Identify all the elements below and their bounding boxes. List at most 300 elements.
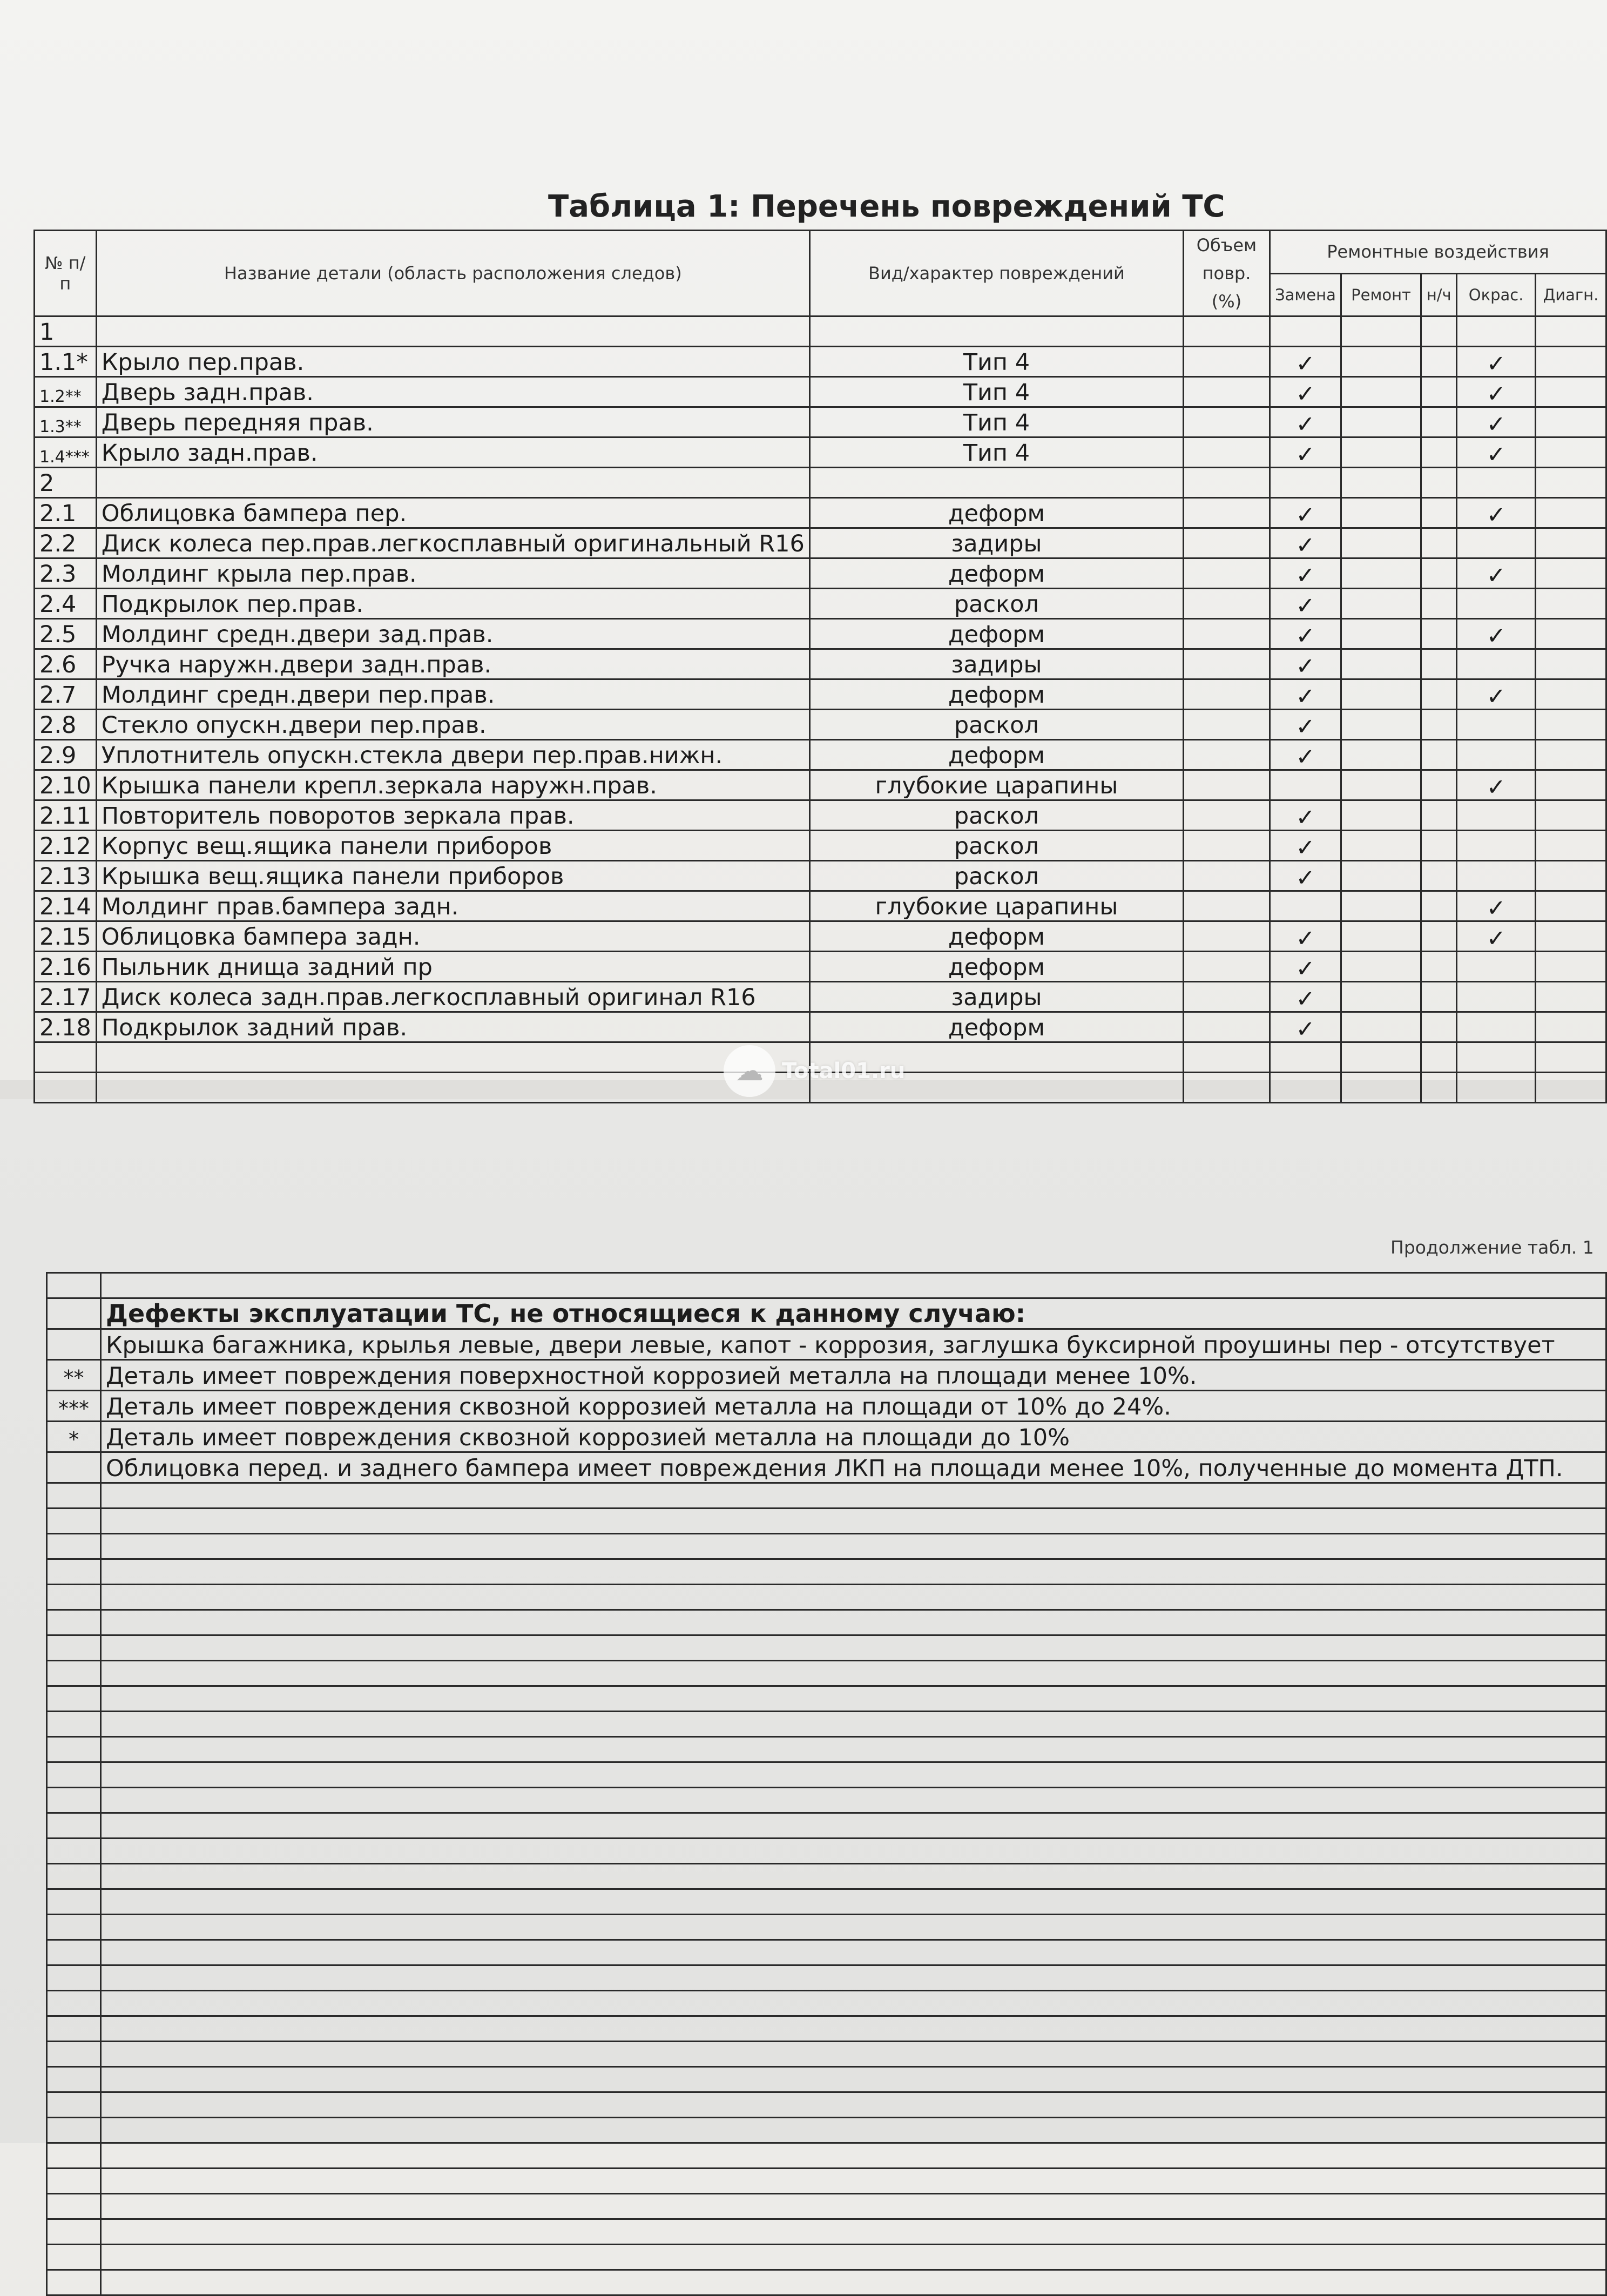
row-hours (1421, 468, 1457, 498)
row-paint-check-icon: ✓ (1457, 498, 1536, 528)
row-repair (1341, 982, 1421, 1012)
row-part: Диск колеса задн.прав.легкосплавный оригинал R16 (96, 982, 809, 1012)
blank-line (47, 1788, 1606, 1813)
row-replace-check-icon: ✓ (1270, 921, 1341, 952)
blank-line (47, 1661, 1606, 1686)
note-text: Деталь имеет повреждения сквозной коррозией металла на площади до 10% (100, 1422, 1606, 1452)
notes-blank-cell (47, 1661, 101, 1686)
row-hours (1421, 589, 1457, 619)
notes-blank-cell (47, 1273, 101, 1298)
row-repair (1341, 437, 1421, 468)
row-repair (1341, 891, 1421, 921)
row-paint-check-icon: ✓ (1457, 347, 1536, 377)
blank-line (47, 2219, 1606, 2245)
notes-blank-cell (47, 1534, 101, 1559)
row-num: 1.4*** (35, 437, 97, 468)
blank-line (47, 1762, 1606, 1788)
row-damage: глубокие царапины (809, 891, 1183, 921)
notes-blank-cell (100, 1712, 1606, 1737)
row-diag (1535, 589, 1606, 619)
row-diag (1535, 347, 1606, 377)
note-text: Деталь имеет повреждения сквозной коррозией металла на площади от 10% до 24%. (100, 1391, 1606, 1422)
row-hours (1421, 498, 1457, 528)
notes-blank-cell (47, 1788, 101, 1813)
row-damage: раскол (809, 589, 1183, 619)
empty-cell (96, 1073, 809, 1103)
row-part: Повторитель поворотов зеркала прав. (96, 800, 809, 831)
note-text: Крышка багажника, крылья левые, двери левые, капот - коррозия, заглушка буксирной проушины пер - отсутствует (100, 1329, 1606, 1360)
note-row (47, 1391, 1606, 1422)
row-diag (1535, 982, 1606, 1012)
table-row (35, 770, 1606, 800)
row-diag (1535, 437, 1606, 468)
row-hours (1421, 347, 1457, 377)
table-row (35, 407, 1606, 437)
note-text: Деталь имеет повреждения поверхностной коррозией металла на площади менее 10%. (100, 1360, 1606, 1391)
row-damage: деформ (809, 498, 1183, 528)
table-row (35, 891, 1606, 921)
row-part: Крыло задн.прав. (96, 437, 809, 468)
table-row (35, 861, 1606, 891)
row-num: 2.4 (35, 589, 97, 619)
row-part: Пыльник днища задний пр (96, 952, 809, 982)
notes-blank-cell (47, 1813, 101, 1839)
row-repair (1341, 1012, 1421, 1042)
blank-line (47, 1991, 1606, 2016)
row-part: Дверь передняя прав. (96, 407, 809, 437)
notes-blank-cell (47, 1940, 101, 1965)
notes-blank-cell (100, 1585, 1606, 1610)
notes-blank-cell (47, 1686, 101, 1712)
row-num: 2.17 (35, 982, 97, 1012)
row-part: Уплотнитель опускн.стекла двери пер.прав.нижн. (96, 740, 809, 770)
row-volume (1183, 982, 1270, 1012)
row-damage: деформ (809, 952, 1183, 982)
row-repair (1341, 740, 1421, 770)
row-part: Стекло опускн.двери пер.прав. (96, 710, 809, 740)
notes-blank-cell (100, 1559, 1606, 1585)
row-paint (1457, 831, 1536, 861)
row-volume (1183, 710, 1270, 740)
row-volume (1183, 649, 1270, 679)
notes-blank-cell (47, 1610, 101, 1635)
row-volume (1183, 407, 1270, 437)
blank-line (47, 1965, 1606, 1991)
notes-blank-cell (100, 1788, 1606, 1813)
note-text: Дефекты эксплуатации ТС, не относящиеся к данному случаю: (100, 1298, 1606, 1329)
blank-line (47, 1509, 1606, 1534)
row-paint (1457, 317, 1536, 347)
row-damage: деформ (809, 619, 1183, 649)
row-volume (1183, 619, 1270, 649)
row-paint (1457, 649, 1536, 679)
row-paint (1457, 468, 1536, 498)
notes-blank-cell (100, 1915, 1606, 1940)
row-part: Молдинг крыла пер.прав. (96, 558, 809, 589)
row-replace-check-icon: ✓ (1270, 619, 1341, 649)
row-num: 2.14 (35, 891, 97, 921)
empty-cell (1421, 1042, 1457, 1073)
row-part: Крышка панели крепл.зеркала наружн.прав. (96, 770, 809, 800)
notes-blank-cell (100, 2270, 1606, 2295)
note-mark: *** (47, 1391, 101, 1422)
row-num: 1.2** (35, 377, 97, 407)
row-repair (1341, 377, 1421, 407)
row-damage: Тип 4 (809, 347, 1183, 377)
row-replace-check-icon: ✓ (1270, 437, 1341, 468)
table-row (35, 679, 1606, 710)
table-row (35, 498, 1606, 528)
row-diag (1535, 1012, 1606, 1042)
row-damage: задиры (809, 528, 1183, 558)
notes-blank-cell (100, 2143, 1606, 2169)
row-replace-check-icon: ✓ (1270, 952, 1341, 982)
empty-cell (1270, 1073, 1341, 1103)
blank-line (47, 1610, 1606, 1635)
row-replace-check-icon: ✓ (1270, 710, 1341, 740)
damage-table (33, 230, 1607, 1103)
row-paint-check-icon: ✓ (1457, 437, 1536, 468)
notes-blank-cell (100, 1762, 1606, 1788)
empty-cell (1535, 1073, 1606, 1103)
blank-line (47, 2092, 1606, 2118)
table-row (35, 468, 1606, 498)
row-volume (1183, 679, 1270, 710)
row-replace (1270, 468, 1341, 498)
row-volume (1183, 831, 1270, 861)
row-paint (1457, 528, 1536, 558)
blank-line (47, 1864, 1606, 1889)
row-part: Облицовка бампера пер. (96, 498, 809, 528)
row-repair (1341, 952, 1421, 982)
row-part: Подкрылок задний прав. (96, 1012, 809, 1042)
header-hours: н/ч (1421, 273, 1457, 317)
row-diag (1535, 468, 1606, 498)
table-row (35, 982, 1606, 1012)
notes-blank-cell (47, 2118, 101, 2143)
row-volume (1183, 347, 1270, 377)
notes-blank-cell (47, 1712, 101, 1737)
table-row (35, 528, 1606, 558)
row-diag (1535, 679, 1606, 710)
row-diag (1535, 770, 1606, 800)
row-paint (1457, 710, 1536, 740)
blank-line (47, 1940, 1606, 1965)
row-volume (1183, 317, 1270, 347)
notes-blank-cell (47, 1839, 101, 1864)
notes-blank-cell (100, 1889, 1606, 1915)
row-hours (1421, 528, 1457, 558)
row-part: Крыло пер.прав. (96, 347, 809, 377)
notes-blank-cell (100, 1509, 1606, 1534)
note-mark: * (47, 1422, 101, 1452)
row-volume (1183, 1012, 1270, 1042)
row-hours (1421, 619, 1457, 649)
row-hours (1421, 952, 1457, 982)
row-volume (1183, 589, 1270, 619)
row-part (96, 317, 809, 347)
notes-blank-cell (100, 1991, 1606, 2016)
row-volume (1183, 528, 1270, 558)
notes-blank-cell (47, 1889, 101, 1915)
row-num: 2.16 (35, 952, 97, 982)
row-part: Ручка наружн.двери задн.прав. (96, 649, 809, 679)
table-row (35, 1012, 1606, 1042)
notes-blank-cell (100, 1864, 1606, 1889)
row-repair (1341, 317, 1421, 347)
notes-blank-cell (100, 1534, 1606, 1559)
row-replace-check-icon: ✓ (1270, 498, 1341, 528)
empty-cell (1457, 1073, 1536, 1103)
notes-blank-cell (47, 1915, 101, 1940)
table-row (35, 558, 1606, 589)
row-diag (1535, 710, 1606, 740)
row-damage (809, 317, 1183, 347)
row-paint-check-icon: ✓ (1457, 407, 1536, 437)
notes-blank-cell (47, 1864, 101, 1889)
blank-line (47, 2118, 1606, 2143)
row-hours (1421, 710, 1457, 740)
row-paint-check-icon: ✓ (1457, 619, 1536, 649)
notes-blank-cell (47, 1635, 101, 1661)
blank-line (47, 1915, 1606, 1940)
header-num: № п/п (35, 231, 97, 317)
row-volume (1183, 498, 1270, 528)
blank-line (47, 2042, 1606, 2067)
notes-blank-cell (47, 1737, 101, 1762)
empty-cell (1270, 1042, 1341, 1073)
row-diag (1535, 649, 1606, 679)
notes-blank-cell (100, 1686, 1606, 1712)
row-num: 2.6 (35, 649, 97, 679)
notes-blank-cell (47, 1509, 101, 1534)
row-damage: деформ (809, 558, 1183, 589)
notes-blank-cell (47, 1483, 101, 1509)
blank-line (47, 2270, 1606, 2295)
row-diag (1535, 528, 1606, 558)
row-paint (1457, 861, 1536, 891)
row-volume (1183, 377, 1270, 407)
notes-blank-cell (100, 1737, 1606, 1762)
row-num: 1 (35, 317, 97, 347)
notes-blank-cell (100, 1273, 1606, 1298)
notes-blank-cell (100, 2067, 1606, 2092)
row-hours (1421, 831, 1457, 861)
notes-blank-cell (100, 2092, 1606, 2118)
row-diag (1535, 891, 1606, 921)
row-volume (1183, 437, 1270, 468)
row-replace-check-icon: ✓ (1270, 800, 1341, 831)
row-repair (1341, 831, 1421, 861)
row-repair (1341, 498, 1421, 528)
row-part: Подкрылок пер.прав. (96, 589, 809, 619)
row-repair (1341, 921, 1421, 952)
row-replace-check-icon: ✓ (1270, 558, 1341, 589)
row-part (96, 468, 809, 498)
row-replace-check-icon: ✓ (1270, 831, 1341, 861)
empty-cell (1535, 1042, 1606, 1073)
note-mark: ** (47, 1360, 101, 1391)
row-paint-check-icon: ✓ (1457, 679, 1536, 710)
row-paint-check-icon: ✓ (1457, 891, 1536, 921)
row-damage: глубокие царапины (809, 770, 1183, 800)
header-repair-group: Ремонтные воздействия (1270, 231, 1606, 274)
watermark (724, 1045, 905, 1097)
row-num: 2.10 (35, 770, 97, 800)
row-replace-check-icon: ✓ (1270, 679, 1341, 710)
row-paint-check-icon: ✓ (1457, 770, 1536, 800)
row-diag (1535, 558, 1606, 589)
row-hours (1421, 770, 1457, 800)
notes-blank-cell (100, 1813, 1606, 1839)
row-damage: Тип 4 (809, 437, 1183, 468)
blank-line (47, 1712, 1606, 1737)
row-part: Молдинг средн.двери зад.прав. (96, 619, 809, 649)
row-damage: раскол (809, 831, 1183, 861)
row-num: 2.7 (35, 679, 97, 710)
row-damage: раскол (809, 861, 1183, 891)
blank-line (47, 1737, 1606, 1762)
watermark-text: Total01.ru (782, 1059, 906, 1083)
notes-blank-cell (47, 2016, 101, 2042)
notes-blank-cell (100, 2042, 1606, 2067)
table-row (35, 437, 1606, 468)
notes-blank-cell (100, 2194, 1606, 2219)
row-volume (1183, 861, 1270, 891)
blank-line (47, 1889, 1606, 1915)
notes-blank-cell (100, 1661, 1606, 1686)
row-damage (809, 468, 1183, 498)
empty-cell (96, 1042, 809, 1073)
row-replace (1270, 891, 1341, 921)
row-diag (1535, 619, 1606, 649)
notes-blank-cell (47, 1762, 101, 1788)
row-volume (1183, 468, 1270, 498)
notes-blank-cell (47, 2219, 101, 2245)
table-row (35, 921, 1606, 952)
row-repair (1341, 770, 1421, 800)
blank-line (47, 1483, 1606, 1509)
blank-line (47, 2245, 1606, 2270)
row-hours (1421, 921, 1457, 952)
row-paint (1457, 589, 1536, 619)
row-replace-check-icon: ✓ (1270, 649, 1341, 679)
table-row (35, 317, 1606, 347)
notes-blank-cell (47, 2092, 101, 2118)
notes-table (46, 1272, 1607, 2296)
table-row (35, 619, 1606, 649)
row-part: Дверь задн.прав. (96, 377, 809, 407)
row-repair (1341, 649, 1421, 679)
row-diag (1535, 831, 1606, 861)
blank-line (47, 2016, 1606, 2042)
blank-line (47, 2169, 1606, 2194)
car-icon: ☁ (724, 1045, 775, 1097)
row-hours (1421, 377, 1457, 407)
blank-line (47, 1534, 1606, 1559)
row-num: 2.5 (35, 619, 97, 649)
notes-blank-cell (47, 1559, 101, 1585)
notes-blank-cell (100, 1940, 1606, 1965)
notes-blank-cell (100, 2016, 1606, 2042)
row-repair (1341, 710, 1421, 740)
notes-blank-cell (100, 1483, 1606, 1509)
row-part: Диск колеса пер.прав.легкосплавный оригинальный R16 (96, 528, 809, 558)
row-diag (1535, 800, 1606, 831)
row-diag (1535, 498, 1606, 528)
note-row (47, 1329, 1606, 1360)
row-volume (1183, 800, 1270, 831)
row-num: 2.9 (35, 740, 97, 770)
row-num: 2.18 (35, 1012, 97, 1042)
header-paint: Окрас. (1457, 273, 1536, 317)
row-num: 1.3** (35, 407, 97, 437)
notes-blank-cell (47, 1585, 101, 1610)
row-damage: деформ (809, 921, 1183, 952)
row-num: 2.3 (35, 558, 97, 589)
notes-blank-cell (47, 2143, 101, 2169)
row-repair (1341, 800, 1421, 831)
header-diag: Диагн. (1535, 273, 1606, 317)
table-row (35, 740, 1606, 770)
header-replace: Замена (1270, 273, 1341, 317)
empty-cell (1341, 1042, 1421, 1073)
notes-blank-cell (47, 1991, 101, 2016)
row-damage: задиры (809, 649, 1183, 679)
row-hours (1421, 740, 1457, 770)
row-paint (1457, 952, 1536, 982)
empty-cell (1341, 1073, 1421, 1103)
row-diag (1535, 740, 1606, 770)
row-part: Облицовка бампера задн. (96, 921, 809, 952)
row-paint (1457, 982, 1536, 1012)
blank-line (47, 1686, 1606, 1712)
row-paint-check-icon: ✓ (1457, 921, 1536, 952)
row-replace (1270, 317, 1341, 347)
notes-blank-cell (47, 1965, 101, 1991)
table-row (35, 831, 1606, 861)
table-row (35, 952, 1606, 982)
notes-blank-cell (47, 2169, 101, 2194)
row-hours (1421, 649, 1457, 679)
row-diag (1535, 861, 1606, 891)
note-text: Облицовка перед. и заднего бампера имеет повреждения ЛКП на площади менее 10%, полученные до момента ДТП. (100, 1452, 1606, 1483)
row-hours (1421, 317, 1457, 347)
note-row (47, 1298, 1606, 1329)
empty-cell (35, 1042, 97, 1073)
row-replace-check-icon: ✓ (1270, 982, 1341, 1012)
notes-blank-cell (100, 1610, 1606, 1635)
empty-cell (35, 1073, 97, 1103)
row-diag (1535, 921, 1606, 952)
row-paint (1457, 800, 1536, 831)
row-diag (1535, 377, 1606, 407)
row-damage: Тип 4 (809, 377, 1183, 407)
row-num: 2.12 (35, 831, 97, 861)
row-damage: деформ (809, 740, 1183, 770)
row-num: 2 (35, 468, 97, 498)
row-hours (1421, 891, 1457, 921)
header-repair: Ремонт (1341, 273, 1421, 317)
note-row (47, 1360, 1606, 1391)
note-mark (47, 1452, 101, 1483)
row-hours (1421, 800, 1457, 831)
row-replace-check-icon: ✓ (1270, 1012, 1341, 1042)
row-repair (1341, 528, 1421, 558)
row-repair (1341, 861, 1421, 891)
blank-line (47, 1585, 1606, 1610)
blank-line (47, 1559, 1606, 1585)
